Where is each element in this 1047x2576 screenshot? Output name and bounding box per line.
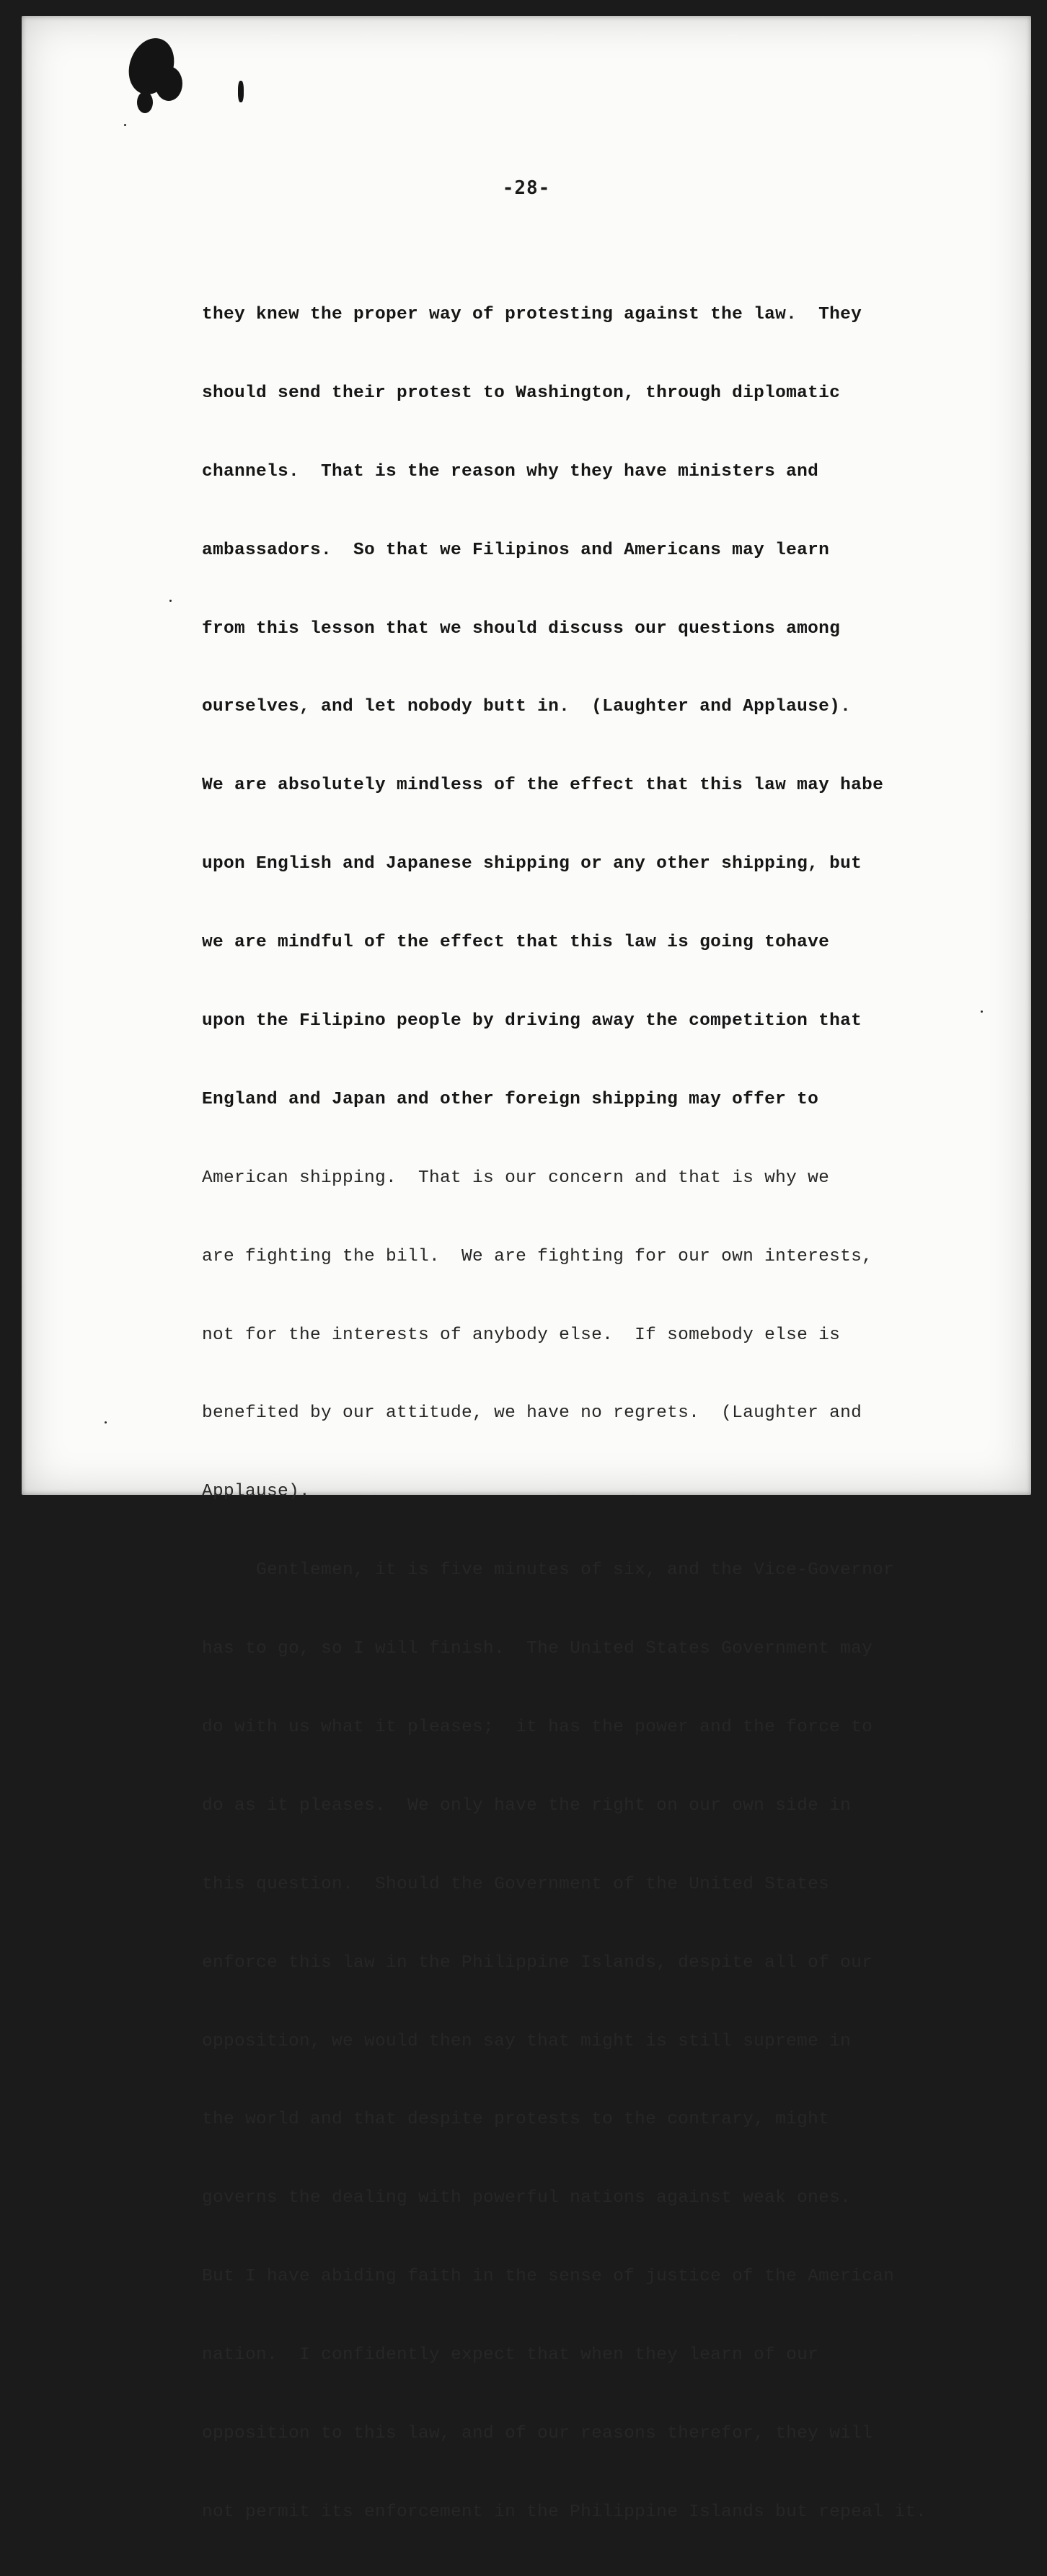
text-line: has to go, so I will finish. The United States Government may: [202, 1639, 873, 1659]
ink-blot-artifact: [238, 81, 244, 102]
text-line: ourselves, and let nobody butt in. (Laughter and Applause).: [202, 697, 852, 717]
text-line: we are mindful of the effect that this law is going tohave: [202, 933, 830, 953]
ink-blot-artifact: [155, 66, 182, 101]
text-line: not permit its enforcement in the Philippine Islands but repeal it.: [202, 2502, 927, 2522]
text-line: the world and that despite protests to the contrary, might: [202, 2110, 830, 2130]
text-line: from this lesson that we should discuss our questions among: [202, 618, 841, 639]
text-line: upon English and Japanese shipping or any other shipping, but: [202, 854, 862, 874]
text-line: England and Japan and other foreign shipping may offer to: [202, 1089, 819, 1109]
text-line: governs the dealing with powerful nations against weak ones.: [202, 2188, 852, 2208]
text-line: opposition to this law, and of our reasons therefor, they will: [202, 2424, 873, 2444]
text-line: they knew the proper way of protesting against the law. They: [202, 305, 862, 324]
text-line: channels. That is the reason why they have ministers and: [202, 461, 819, 481]
speck-artifact: [124, 124, 126, 126]
typed-page: [22, 16, 1031, 2522]
text-line: benefited by our attitude, we have no regrets. (Laughter and: [202, 1403, 862, 1424]
page-number: -28-: [502, 177, 551, 199]
text-line: are fighting the bill. We are fighting for our own interests,: [202, 1246, 873, 1266]
body-text: [202, 261, 1017, 2576]
ink-blot-artifact: [137, 92, 153, 113]
speck-artifact: [169, 600, 172, 602]
text-line: do as it pleases. We only have the right on our own side in: [202, 1795, 852, 1816]
text-line: Gentlemen, it is five minutes of six, and the Vice-Governor: [202, 1560, 895, 1581]
text-line: Applause).: [202, 1482, 311, 1502]
text-line: enforce this law in the Philippine Islands, despite all of our: [202, 1953, 873, 1973]
text-line: upon the Filipino people by driving away the competition that: [202, 1011, 862, 1031]
text-line: should send their protest to Washington, through diplomatic: [202, 383, 841, 403]
text-line: American shipping. That is our concern and that is why we: [202, 1168, 830, 1188]
text-line: ambassadors. So that we Filipinos and Americans may learn: [202, 540, 830, 560]
speck-artifact: [105, 1421, 107, 1424]
text-line: not for the interests of anybody else. If somebody else is: [202, 1325, 841, 1345]
text-line: We are absolutely mindless of the effect that this law may habe: [202, 776, 884, 796]
text-line: this question. Should the Government of the United States: [202, 1874, 830, 1894]
text-line: But I have abiding faith in the sense of justice of the American: [202, 2267, 895, 2287]
text-line: do with us what it pleases; it has the power and the force to: [202, 1718, 873, 1738]
text-line: opposition, we would then say that might is still supreme in: [202, 2031, 852, 2051]
text-line: nation. I confidently expect that when they learn of our: [202, 2345, 819, 2366]
